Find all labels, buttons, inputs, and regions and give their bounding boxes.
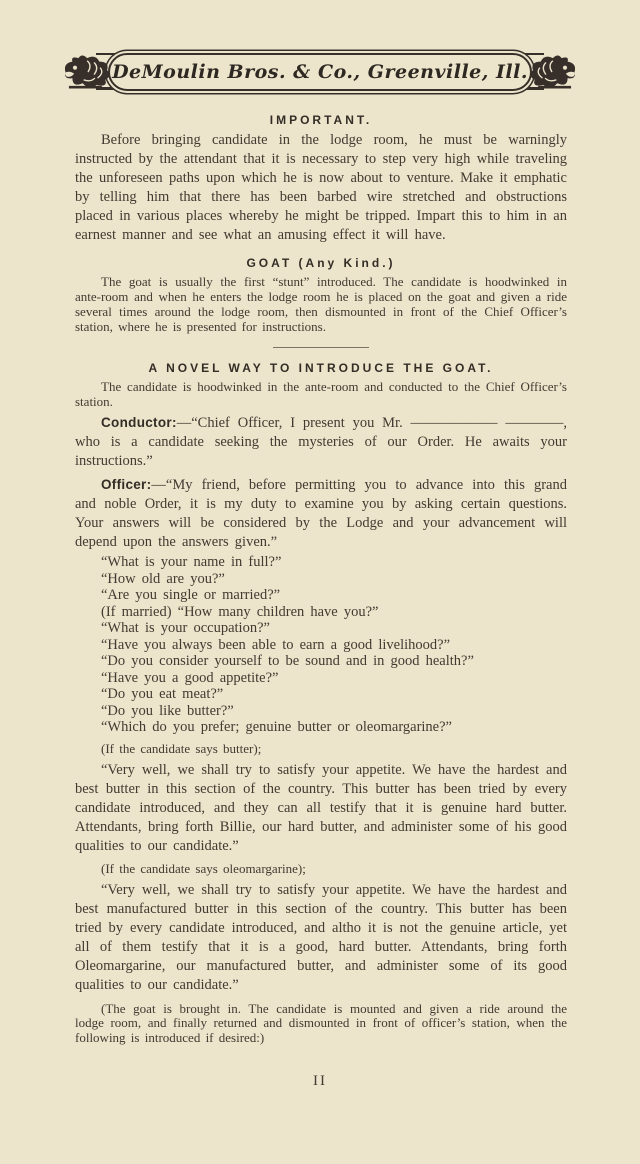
question-list [75,554,567,736]
section-title-goat: GOAT (Any Kind.) [246,256,396,270]
banner-frame [108,53,532,91]
question-line: “Do you like butter?” [101,702,234,719]
butter-cue: (If the candidate says butter); [101,740,262,756]
novel-way-intro: The candidate is hoodwinked in the ante-room and conducted to the Chief Officer’s station. [75,379,567,409]
question-line: “Which do you prefer; genuine butter or oleomargarine?” [101,719,452,735]
question-line: “What is your name in full?” [101,554,282,570]
question-line: “Do you consider yourself to be sound and in good health?” [101,653,474,669]
section-divider [273,347,369,348]
lion-head-icon [526,50,578,94]
goat-paragraph: The goat is usually the first “stunt” introduced. The candidate is hoodwinked in ante-room and when he enters the lodge room he is placed on the goat and given a ride several times around the lodge room, then dismounted in front of the Chief Officer’s station, where he is presented for instructions. [75,274,567,334]
conductor-speech [75,413,567,471]
section-title-novel-way: A NOVEL WAY TO INTRODUCE THE GOAT. [148,361,494,375]
important-paragraph: Before bringing candidate in the lodge room, he must be warningly instructed by the attendant that it is necessary to step very high while traveling the unforeseen paths upon which he is now about to venture. Make it emphatic by telling him that there has been barbed wire stretched and obstructions placed in various places whereby he might be tripped. Impart this to him in an earnest manner and see what an amusing effect it will have. [75,132,567,243]
butter-speech: “Very well, we shall try to satisfy your appetite. We have the hardest and best butter in this section of the country. This butter has been tried by every candidate introduced, and they can all testify that it is genuine hard butter. Attendants, bring forth Billie, our hard butter, and administer some of his good qualities to our candidate.” [75,761,567,854]
oleomargarine-cue: (If the candidate says oleomargarine); [101,860,306,876]
lion-head-icon [62,50,114,94]
scanned-page [73,113,567,1164]
question-line: “Are you single or married?” [101,587,281,603]
conductor-text: —“Chief Officer, I present you Mr. —————— ————, who is a candidate seeking the mysteries of our Order. He awaits your instructions.” [75,415,567,469]
conductor-label: Conductor: [101,415,177,430]
officer-label: Officer: [101,477,152,492]
question-line: “How old are you?” [101,570,225,587]
question-line: “What is your occupation?” [101,620,270,636]
section-title-important: IMPORTANT. [269,113,373,127]
question-line: “Have you a good appetite?” [101,669,279,686]
company-name: DeMoulin Bros. & Co., Greenville, Ill. [112,61,528,83]
officer-text: —“My friend, before permitting you to advance into this grand and noble Order, it is my duty to examine you by asking certain questions. Your answers will be considered by the Lodge and your advancement will depend upon the answers given.” [75,477,567,550]
question-line: “Do you eat meat?” [101,686,224,702]
stage-direction: (The goat is brought in. The candidate is mounted and given a ride around the lodge room, and finally returned and dismounted in front of officer’s station, when the following is introduced if desired:) [75,1000,567,1045]
question-line: (If married) “How many children have you?” [101,603,379,620]
officer-speech [75,475,567,552]
header-banner [62,46,578,98]
question-line: “Have you always been able to earn a good livelihood?” [101,636,451,653]
page-number: II [313,1073,327,1089]
oleomargarine-speech: “Very well, we shall try to satisfy your appetite. We have the hardest and best manufactured butter in this section of the country. This butter has been tried by every candidate introduced, and altho it is not the genuine article, yet all of them testify that it is a good, hard butter. Attendants, bring forth Oleomargarine, our manufactured butter, and administer some of its good qualities to our candidate.” [75,881,567,993]
